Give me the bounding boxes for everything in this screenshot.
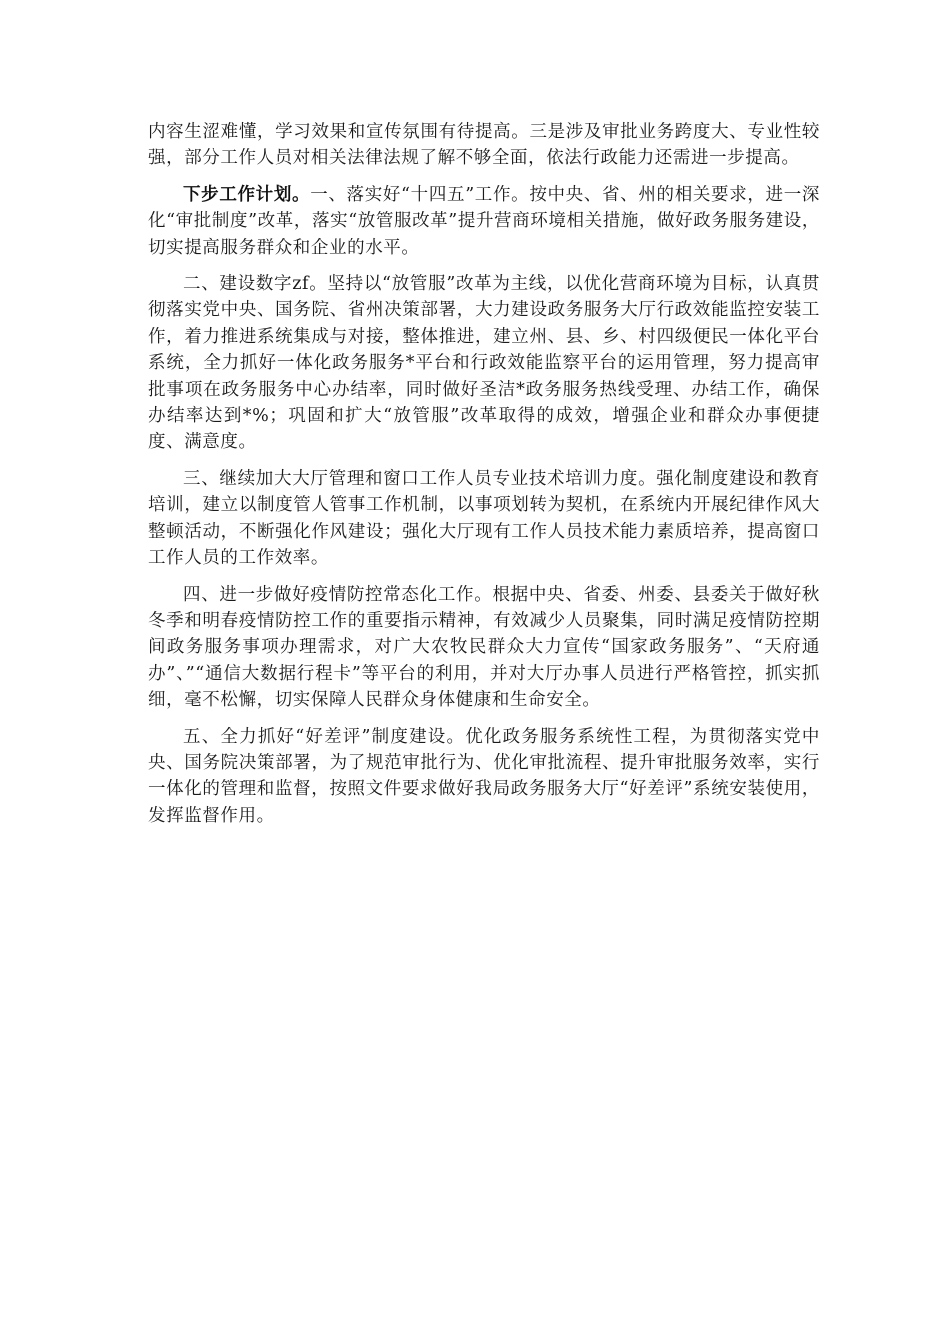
paragraph-next-plan [148, 182, 820, 261]
paragraph-continuation [148, 119, 820, 172]
document-body [148, 119, 820, 839]
paragraph-text: 五、全力抓好“好差评”制度建设。优化政务服务系统性工程，为贯彻落实党中央、国务院决策部署，为了规范审批行为、优化审批流程、提升审批服务效率，实行一体化的管理和监督，按照文件要求做好我局政务服务大厅“好差评”系统安装使用，发挥监督作用。 [148, 726, 820, 826]
paragraph-epidemic-control [148, 582, 820, 714]
paragraph-training [148, 466, 820, 572]
paragraph-text: 一、落实好“十四五”工作。按中央、省、州的相关要求，进一深化“审批制度”改革，落实“放管服改革”提升营商环境相关措施，做好政务服务建设，切实提高服务群众和企业的水平。 [148, 184, 820, 258]
paragraph-text: 内容生涩难懂，学习效果和宣传氛围有待提高。三是涉及审批业务跨度大、专业性较强，部分工作人员对相关法律法规了解不够全面，依法行政能力还需进一步提高。 [148, 122, 820, 169]
paragraph-evaluation-system [148, 724, 820, 830]
paragraph-text: 四、进一步做好疫情防控常态化工作。根据中央、省委、州委、县委关于做好秋冬季和明春疫情防控工作的重要指示精神，有效减少人员聚集，同时满足疫情防控期间政务服务事项办理需求，对广大农牧民群众大力宣传“国家政务服务”、“天府通办”、”“通信大数据行程卡”等平台的利用，并对大厅办事人员进行严格管控，抓实抓细，毫不松懈，切实保障人民群众身体健康和生命安全。 [148, 584, 820, 711]
paragraph-text: 三、继续加大大厅管理和窗口工作人员专业技术培训力度。强化制度建设和教育培训，建立以制度管人管事工作机制，以事项划转为契机，在系统内开展纪律作风大整顿活动，不断强化作风建设；强化大厅现有工作人员技术能力素质培养，提高窗口工作人员的工作效率。 [148, 468, 820, 569]
paragraph-lead-heading: 下步工作计划。 [183, 184, 311, 205]
paragraph-text: 二、建设数字zf。坚持以“放管服”改革为主线，以优化营商环境为目标，认真贯彻落实党中央、国务院、省州决策部署，大力建设政务服务大厅行政效能监控安装工作，着力推进系统集成与对接，整体推进，建立州、县、乡、村四级便民一体化平台系统，全力抓好一体化政务服务*平台和行政效能监察平台的运用管理，努力提高审批事项在政务服务中心办结率，同时做好圣洁*政务服务热线受理、办结工作，确保办结率达到*%；巩固和扩大“放管服”改革取得的成效，增强企业和群众办事便捷度、满意度。 [148, 274, 820, 453]
paragraph-digital-government [148, 271, 820, 456]
